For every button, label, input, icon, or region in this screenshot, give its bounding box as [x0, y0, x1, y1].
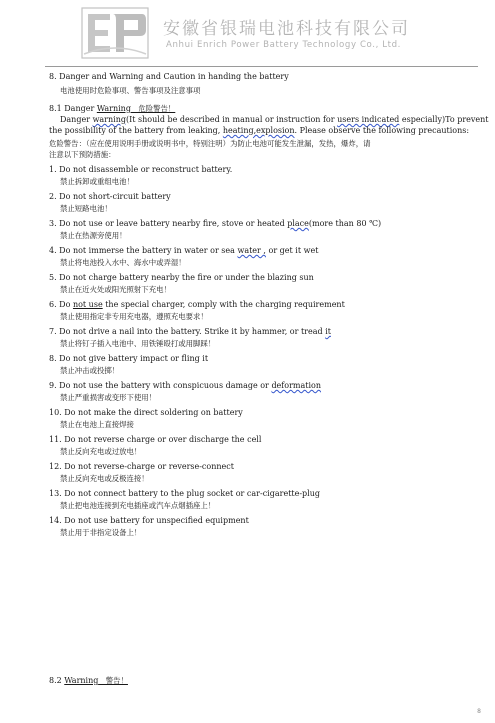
section-8-2-heading: 8.2 Warning 警告！ — [49, 676, 128, 685]
list-item: 6. Do not use the special charger, comply with the charging requirement 禁止使用指定非专用充电器，遵照充电要求！ — [49, 300, 345, 321]
list-item: 2. Do not short-circuit battery 禁止短路电池！ — [49, 192, 171, 213]
company-logo-icon — [80, 6, 150, 60]
list-item: 1. Do not disassemble or reconstruct battery. 禁止拆卸或重组电池！ — [49, 165, 233, 186]
danger-paragraph-line-1: Danger warning(It should be described in manual or instruction for users indicated especially)To prevent — [60, 115, 489, 124]
list-item: 10. Do not make the direct soldering on battery 禁止在电池上直接焊接 — [49, 408, 243, 429]
list-item: 9. Do not use the battery with conspicuous damage or deformation 禁止严重损害或变形下使用！ — [49, 381, 321, 402]
page-header — [0, 0, 495, 70]
list-item: 8. Do not give battery impact or fling it 禁止冲击或投掷！ — [49, 354, 209, 375]
list-item: 3. Do not use or leave battery nearby fire, stove or heated place(more than 80 ℃) 禁止在热源旁使用！ — [49, 219, 382, 240]
company-name-cn: 安徽省银瑞电池科技有限公司 — [163, 19, 410, 39]
section-8-1-heading: 8.1 Danger Warning 危险警告！ — [49, 104, 176, 113]
danger-paragraph-cn-1: 危险警告：（应在使用说明手册或说明书中，特别注明）为防止电池可能发生泄漏，发热，爆炸，请 — [49, 139, 371, 148]
list-item: 13. Do not connect battery to the plug socket or car-cigarette-plug 禁止把电池连接到充电插座或汽车点烟插座上！ — [49, 489, 321, 510]
page-number: 8 — [477, 708, 481, 715]
danger-paragraph-line-2: the possibility of the battery from leaking, heating,explosion. Please observe the following precautions: — [49, 126, 470, 135]
list-item: 7. Do not drive a nail into the battery. Strike it by hammer, or tread it 禁止将钉子插入电池中、用铁锤殴打或用脚踩！ — [49, 327, 331, 348]
danger-paragraph-cn-2: 注意以下预防措施： — [49, 150, 116, 159]
section-8-title: 8. Danger and Warning and Caution in handing the battery — [49, 72, 289, 81]
document-body — [49, 71, 489, 538]
section-8-title-cn: 电池使用时危险事项、警告事项及注意事项 — [60, 86, 201, 95]
list-item: 11. Do not reverse charge or over discharge the cell 禁止反向充电或过放电！ — [49, 435, 262, 456]
list-item: 14. Do not use battery for unspecified equipment 禁止用于非指定设备上！ — [49, 516, 249, 537]
company-name-en: Anhui Enrich Power Battery Technology Co., Ltd. — [166, 40, 402, 50]
list-item: 5. Do not charge battery nearby the fire or under the blazing sun 禁止在近火处或阳光照射下充电！ — [49, 273, 314, 294]
list-item: 4. Do not immerse the battery in water or sea water , or get it wet 禁止将电池投入水中、海水中或弄湿！ — [49, 246, 319, 267]
list-item: 12. Do not reverse-charge or reverse-connect 禁止反向充电或反极连接！ — [49, 462, 234, 483]
header-divider — [45, 66, 478, 67]
